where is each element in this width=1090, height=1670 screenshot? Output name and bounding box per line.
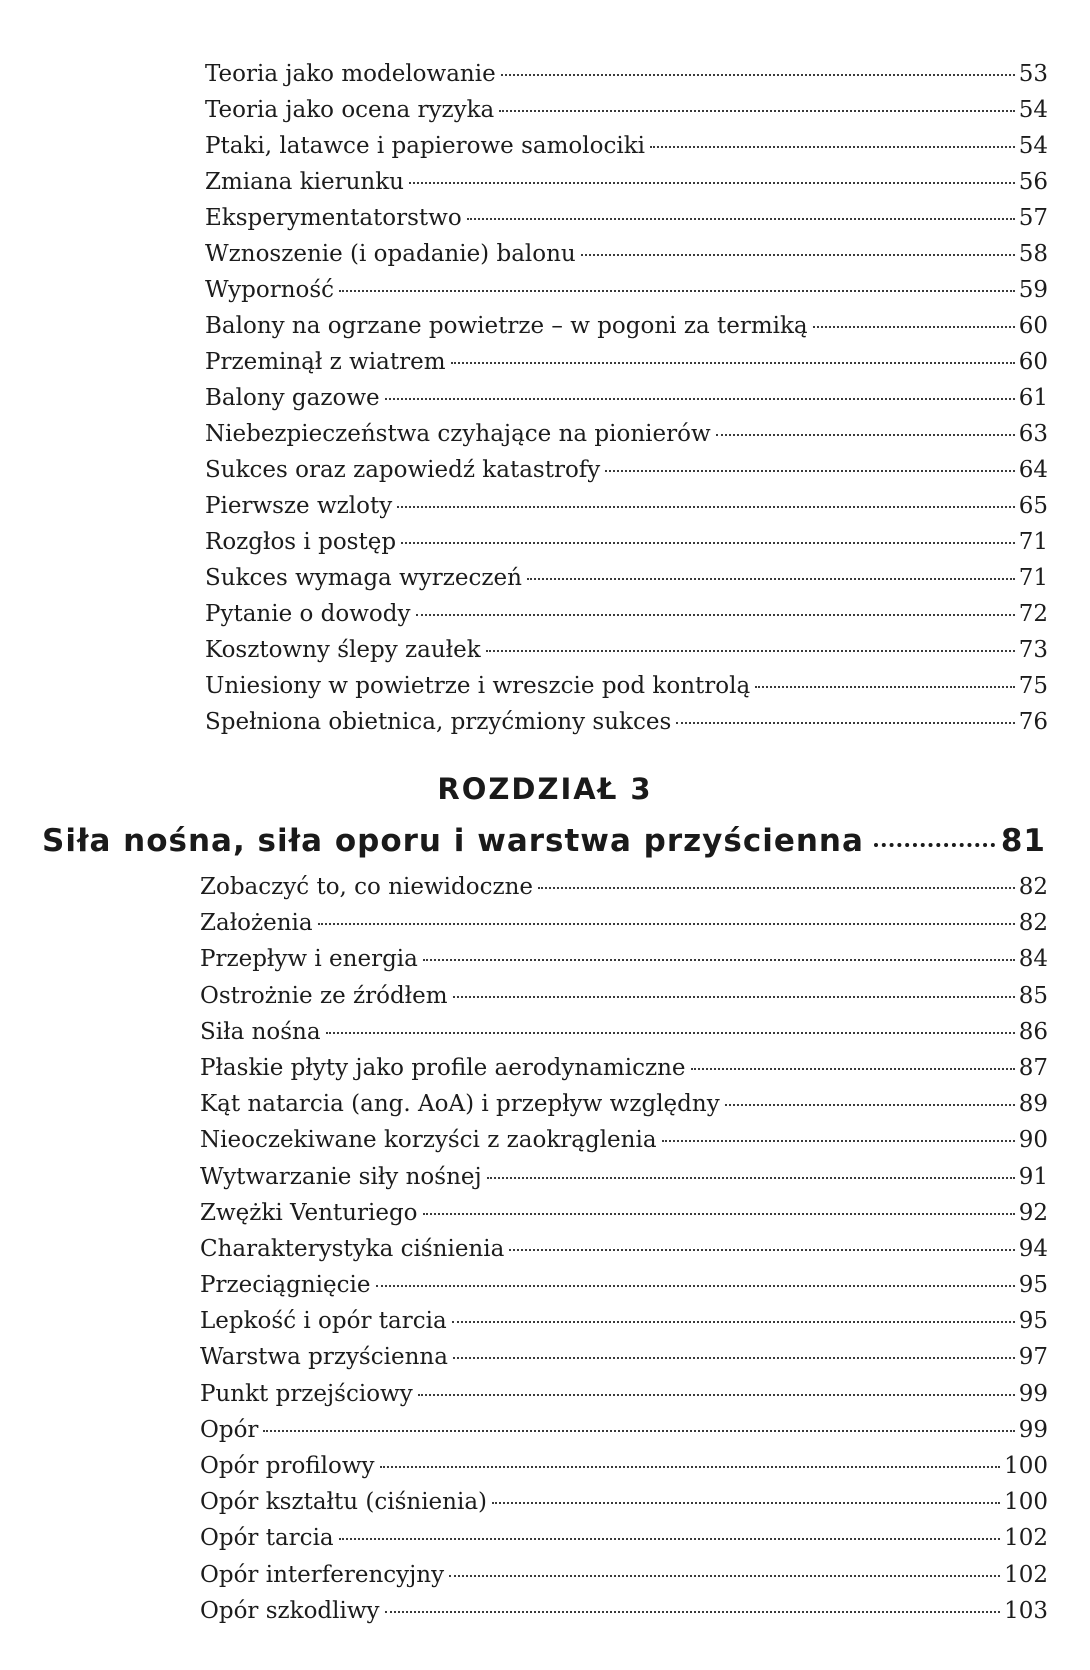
dot-leader — [451, 362, 1015, 364]
toc-entry-title: Spełniona obietnica, przyćmiony sukces — [205, 709, 672, 735]
toc-entry-title: Niebezpieczeństwa czyhające na pionierów — [205, 421, 711, 447]
toc-entry — [200, 1195, 1048, 1231]
dot-leader — [691, 1068, 1015, 1070]
toc-entry — [200, 1231, 1048, 1267]
toc-entry-title: Przeciągnięcie — [200, 1272, 371, 1299]
toc-entry — [200, 1520, 1048, 1556]
toc-entry — [200, 941, 1048, 977]
dot-leader — [339, 290, 1015, 292]
dot-leader — [501, 74, 1015, 76]
toc-entry — [200, 1339, 1048, 1375]
dot-leader — [385, 1611, 1001, 1613]
toc-entry-title: Wyporność — [205, 277, 335, 303]
toc-entry — [205, 236, 1048, 272]
dot-leader — [339, 1538, 1000, 1540]
toc-entry-page-number: 102 — [1004, 1525, 1048, 1552]
toc-entry-title: Teoria jako modelowanie — [205, 61, 496, 87]
dot-leader — [538, 887, 1015, 889]
dot-leader — [380, 1466, 1001, 1468]
dot-leader — [716, 434, 1015, 436]
toc-entry — [200, 1557, 1048, 1593]
toc-entry-page-number: 54 — [1018, 97, 1048, 123]
dot-leader — [662, 1140, 1015, 1142]
toc-entry-title: Opór profilowy — [200, 1453, 375, 1479]
dot-leader — [453, 996, 1015, 998]
dot-leader — [385, 398, 1015, 400]
toc-entry-title: Warstwa przyścienna — [200, 1344, 448, 1371]
toc-entry-page-number: 92 — [1018, 1199, 1048, 1226]
toc-entry — [205, 164, 1048, 200]
chapter-title: Siła nośna, siła oporu i warstwa przyścienna — [42, 823, 864, 859]
toc-entry — [200, 869, 1048, 905]
toc-entry-page-number: 82 — [1018, 874, 1048, 900]
toc-entry-page-number: 60 — [1018, 313, 1048, 339]
dot-leader — [423, 1213, 1015, 1215]
toc-entry-page-number: 64 — [1018, 457, 1048, 483]
dot-leader — [318, 923, 1015, 925]
toc-entry — [200, 1448, 1048, 1484]
toc-entry-title: Opór interferencyjny — [200, 1561, 445, 1588]
dot-leader — [409, 182, 1015, 184]
dot-leader — [486, 650, 1015, 652]
toc-entry-page-number: 103 — [1004, 1597, 1048, 1624]
toc-entry-page-number: 61 — [1018, 385, 1048, 411]
dot-leader — [605, 470, 1014, 472]
toc-entry-title: Opór — [200, 1416, 259, 1443]
toc-entry — [205, 308, 1048, 344]
toc-entry — [205, 128, 1048, 164]
toc-entry-title: Eksperymentatorstwo — [205, 205, 462, 231]
toc-entry-title: Sukces wymaga wyrzeczeń — [205, 565, 522, 591]
chapter-number-label: ROZDZIAŁ 3 — [437, 772, 653, 806]
dot-leader — [401, 542, 1015, 544]
toc-entry-page-number: 63 — [1018, 421, 1048, 447]
toc-entry-page-number: 54 — [1018, 133, 1048, 159]
toc-entry-title: Punkt przejściowy — [200, 1380, 413, 1407]
toc-entry-title: Ptaki, latawce i papierowe samolociki — [205, 133, 646, 159]
toc-entry-page-number: 102 — [1004, 1561, 1048, 1588]
toc-entry-page-number: 65 — [1018, 493, 1048, 519]
toc-entry-title: Balony gazowe — [205, 385, 380, 411]
toc-entry-title: Zmiana kierunku — [205, 169, 404, 195]
toc-entry — [205, 524, 1048, 560]
toc-entry — [200, 1303, 1048, 1339]
toc-entry-page-number: 95 — [1018, 1308, 1048, 1335]
toc-entry-page-number: 100 — [1004, 1489, 1048, 1516]
toc-entry — [200, 1376, 1048, 1412]
toc-entry-page-number: 75 — [1018, 673, 1048, 699]
toc-entry — [205, 56, 1048, 92]
toc-entry — [200, 1267, 1048, 1303]
dot-leader — [650, 146, 1015, 148]
toc-entry — [205, 452, 1048, 488]
toc-entry-page-number: 53 — [1018, 61, 1048, 87]
toc-entry-title: Ostrożnie ze źródłem — [200, 982, 448, 1009]
toc-entry-page-number: 58 — [1018, 241, 1048, 267]
toc-entry-page-number: 86 — [1018, 1018, 1048, 1045]
toc-entry-page-number: 84 — [1018, 946, 1048, 973]
toc-list-previous-chapter — [205, 56, 1048, 740]
toc-entry-page-number: 90 — [1018, 1127, 1048, 1154]
toc-entry — [200, 1484, 1048, 1520]
dot-leader — [452, 1321, 1015, 1323]
toc-entry-title: Płaskie płyty jako profile aerodynamiczne — [200, 1054, 686, 1081]
toc-entry-title: Nieoczekiwane korzyści z zaokrąglenia — [200, 1127, 657, 1154]
dot-leader — [376, 1285, 1015, 1287]
toc-entry-title: Siła nośna — [200, 1018, 321, 1045]
toc-entry-page-number: 56 — [1018, 169, 1048, 195]
dot-leader — [263, 1430, 1014, 1432]
toc-entry-page-number: 82 — [1018, 910, 1048, 937]
toc-entry — [205, 272, 1048, 308]
toc-entry-page-number: 57 — [1018, 205, 1048, 231]
toc-entry-page-number: 95 — [1018, 1272, 1048, 1299]
toc-entry-page-number: 71 — [1018, 565, 1048, 591]
toc-entry-page-number: 76 — [1018, 709, 1048, 735]
toc-entry — [200, 1412, 1048, 1448]
dot-leader — [397, 506, 1015, 508]
toc-entry — [205, 596, 1048, 632]
toc-entry-title: Kąt natarcia (ang. AoA) i przepływ względny — [200, 1091, 720, 1118]
dot-leader — [581, 254, 1015, 256]
dot-leader — [449, 1575, 1000, 1577]
toc-entry-page-number: 99 — [1018, 1380, 1048, 1407]
dot-leader — [487, 1177, 1015, 1179]
toc-entry — [205, 380, 1048, 416]
toc-entry — [200, 1050, 1048, 1086]
toc-entry-page-number: 89 — [1018, 1091, 1048, 1118]
toc-entry — [200, 1122, 1048, 1158]
dot-leader — [509, 1249, 1014, 1251]
toc-entry-page-number: 71 — [1018, 529, 1048, 555]
toc-entry-title: Pytanie o dowody — [205, 601, 411, 627]
toc-entry — [200, 1014, 1048, 1050]
toc-entry-title: Charakterystyka ciśnienia — [200, 1235, 505, 1262]
toc-entry — [205, 488, 1048, 524]
toc-entry-title: Balony na ogrzane powietrze – w pogoni za termiką — [205, 313, 808, 339]
dot-leader — [499, 110, 1014, 112]
dot-leader — [453, 1357, 1015, 1359]
toc-entry — [205, 200, 1048, 236]
toc-entry-title: Wznoszenie (i opadanie) balonu — [205, 241, 576, 267]
dot-leader — [527, 578, 1015, 580]
toc-entry — [200, 1086, 1048, 1122]
toc-entry-page-number: 85 — [1018, 982, 1048, 1009]
dot-leader — [423, 959, 1015, 961]
toc-entry-page-number: 72 — [1018, 601, 1048, 627]
toc-entry-title: Sukces oraz zapowiedź katastrofy — [205, 457, 601, 483]
toc-entry-title: Rozgłos i postęp — [205, 529, 397, 555]
toc-entry-title: Wytwarzanie siły nośnej — [200, 1163, 482, 1190]
toc-entry — [205, 632, 1048, 668]
dot-leader — [326, 1032, 1015, 1034]
toc-entry — [205, 560, 1048, 596]
toc-entry-page-number: 100 — [1004, 1453, 1048, 1479]
toc-entry-page-number: 97 — [1018, 1344, 1048, 1371]
toc-entry — [200, 1159, 1048, 1195]
toc-entry-title: Opór tarcia — [200, 1525, 334, 1552]
toc-list-chapter-3 — [200, 869, 1048, 1629]
toc-entry-title: Założenia — [200, 910, 313, 937]
toc-entry-title: Teoria jako ocena ryzyka — [205, 97, 495, 123]
toc-entry — [200, 1593, 1048, 1629]
toc-entry-page-number: 91 — [1018, 1163, 1048, 1190]
toc-entry — [205, 704, 1048, 740]
dot-leader — [813, 326, 1015, 328]
toc-entry-title: Pierwsze wzloty — [205, 493, 393, 519]
dot-leader — [755, 686, 1015, 688]
toc-entry — [205, 668, 1048, 704]
toc-entry-page-number: 59 — [1018, 277, 1048, 303]
toc-entry-page-number: 99 — [1018, 1416, 1048, 1443]
dot-leader — [418, 1394, 1015, 1396]
dot-leader — [874, 843, 995, 847]
toc-entry-title: Kosztowny ślepy zaułek — [205, 637, 481, 663]
toc-entry — [205, 92, 1048, 128]
toc-entry — [205, 344, 1048, 380]
toc-entry-page-number: 94 — [1018, 1235, 1048, 1262]
chapter-title-heading — [42, 823, 1046, 859]
toc-entry — [200, 905, 1048, 941]
dot-leader — [467, 218, 1015, 220]
toc-entry — [200, 978, 1048, 1014]
dot-leader — [676, 722, 1014, 724]
dot-leader — [492, 1502, 1000, 1504]
toc-entry-title: Opór kształtu (ciśnienia) — [200, 1489, 488, 1516]
toc-entry-title: Zwężki Venturiego — [200, 1199, 418, 1226]
chapter-page-number: 81 — [1000, 823, 1046, 859]
toc-entry-title: Uniesiony w powietrze i wreszcie pod kontrolą — [205, 673, 751, 699]
toc-entry-title: Przepływ i energia — [200, 946, 418, 973]
dot-leader — [416, 614, 1015, 616]
toc-entry-title: Lepkość i opór tarcia — [200, 1308, 447, 1335]
toc-entry-page-number: 73 — [1018, 637, 1048, 663]
toc-entry-page-number: 87 — [1018, 1054, 1048, 1081]
toc-entry-title: Zobaczyć to, co niewidoczne — [200, 874, 534, 900]
toc-entry-title: Opór szkodliwy — [200, 1597, 380, 1624]
toc-entry-title: Przeminął z wiatrem — [205, 349, 446, 375]
toc-entry-page-number: 60 — [1018, 349, 1048, 375]
toc-entry — [205, 416, 1048, 452]
dot-leader — [725, 1104, 1015, 1106]
